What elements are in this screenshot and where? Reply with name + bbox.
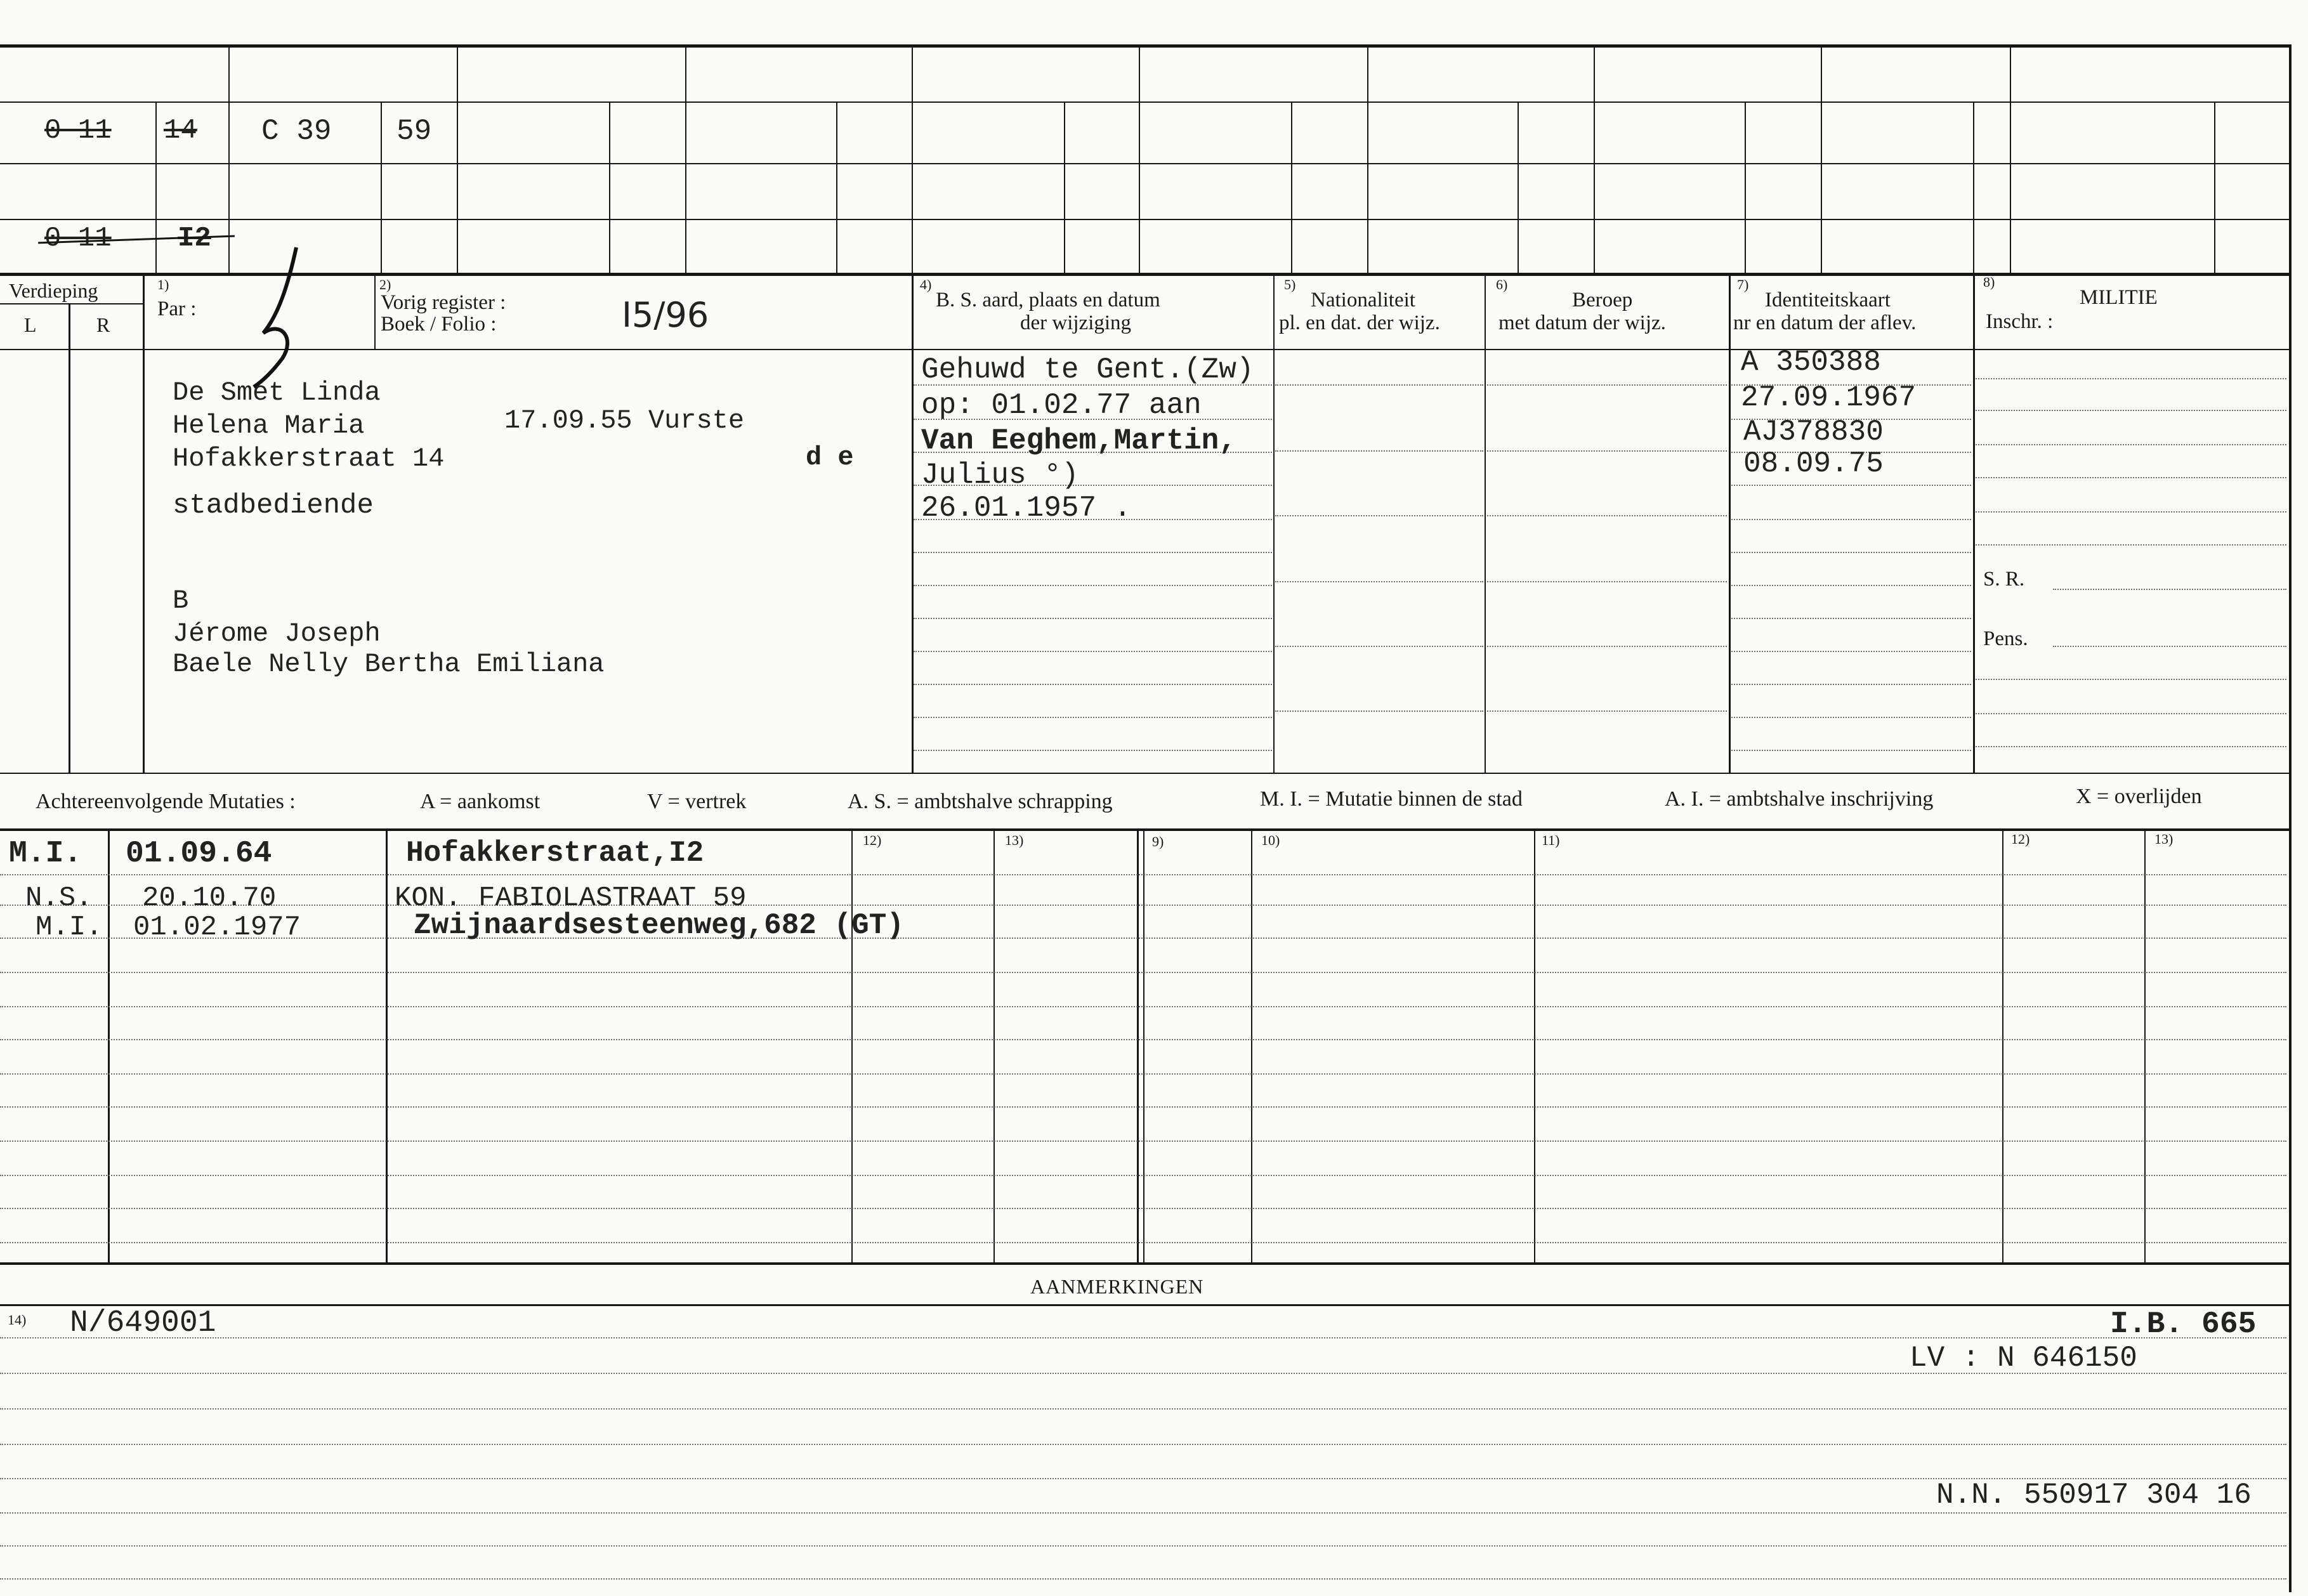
id-card-header-line2: nr en datum der aflev. — [1733, 311, 1917, 334]
column-number: 13) — [2154, 831, 2174, 847]
boek-folio-label: Boek / Folio : — [381, 313, 497, 336]
id-card-header-line1: Identiteitskaart — [1765, 289, 1891, 311]
remarks-nn: N.N. 550917 304 16 — [1936, 1479, 2252, 1512]
remarks-lv: LV : N 646150 — [1910, 1342, 2137, 1375]
person-name: De Smet Linda — [173, 377, 381, 408]
mutation-date: 01.09.64 — [126, 837, 272, 871]
register-cell: 0 11 — [44, 223, 112, 254]
id-card-line: 27.09.1967 — [1741, 381, 1917, 414]
column-number: 5) — [1284, 277, 1296, 292]
vorig-register-label: Vorig register : — [381, 291, 506, 314]
remarks-ib: I.B. 665 — [2110, 1307, 2257, 1342]
civil-status-line: op: 01.02.77 aan — [921, 389, 1202, 422]
inschr-label: Inschr. : — [1986, 310, 2054, 333]
sr-label: S. R. — [1983, 568, 2025, 591]
bs-header-line2: der wijziging — [1020, 311, 1132, 334]
par-label: Par : — [157, 298, 197, 320]
parents-label: B — [173, 585, 189, 616]
legend-item: A. I. = ambtshalve inschrijving — [1665, 787, 1934, 811]
column-number: 1) — [157, 277, 169, 292]
register-cell: 0 11 — [44, 115, 112, 147]
column-number: 13) — [1005, 832, 1024, 848]
legend-item: A. S. = ambtshalve schrapping — [848, 790, 1113, 813]
mutation-date: 20.10.70 — [142, 882, 277, 914]
mutation-address: KON. FABIOLASTRAAT 59 — [395, 882, 747, 914]
mutation-address: Hofakkerstraat,I2 — [406, 837, 704, 870]
profession-header-line2: met datum der wijz. — [1498, 311, 1666, 334]
register-cell: C 39 — [261, 115, 332, 148]
mutation-date: 01.02.1977 — [133, 912, 301, 943]
legend-title: Achtereenvolgende Mutaties : — [36, 790, 296, 813]
militie-header: MILITIE — [2080, 286, 2158, 309]
person-address: Hofakkerstraat 14 — [173, 443, 445, 474]
legend-item: X = overlijden — [2076, 785, 2202, 808]
handwritten-mark — [251, 244, 308, 390]
mutation-code: M.I. — [36, 912, 103, 943]
remarks-title: AANMERKINGEN — [1030, 1275, 1204, 1298]
nationality-header-line2: pl. en dat. der wijz. — [1279, 311, 1440, 334]
id-card-line: A 350388 — [1741, 346, 1881, 379]
legend-item: V = vertrek — [647, 790, 747, 813]
r-label: R — [96, 313, 110, 336]
column-number: 12) — [2011, 831, 2030, 847]
register-cell: I2 — [178, 223, 211, 254]
column-number: 2) — [379, 277, 391, 292]
person-birth: 17.09.55 Vurste — [504, 405, 745, 436]
remarks-line: N/649001 — [70, 1306, 216, 1340]
id-card-line: 08.09.75 — [1743, 447, 1884, 480]
profession-header-line1: Beroep — [1572, 289, 1633, 311]
column-number: 11) — [1542, 832, 1560, 848]
column-number: 10) — [1261, 832, 1280, 848]
column-number: 4) — [920, 277, 932, 292]
register-cell: 59 — [397, 115, 432, 148]
boek-folio-value: I5/96 — [622, 295, 709, 335]
l-label: L — [24, 313, 37, 336]
mother-name: Baele Nelly Bertha Emiliana — [173, 649, 605, 679]
column-number: 14) — [8, 1312, 27, 1328]
column-number: 6) — [1496, 277, 1508, 292]
mutation-code: M.I. — [9, 837, 82, 871]
register-cell: 14 — [164, 115, 197, 147]
person-given-names: Helena Maria — [173, 410, 365, 441]
mutation-address: Zwijnaardsesteenweg,682 (GT) — [414, 909, 904, 942]
person-mark: d e — [806, 442, 854, 473]
verdieping-label: Verdieping — [9, 279, 98, 302]
column-number: 9) — [1152, 834, 1164, 849]
column-number: 7) — [1737, 277, 1749, 292]
bs-header-line1: B. S. aard, plaats en datum — [936, 289, 1160, 311]
civil-status-line: Van Eeghem,Martin, — [921, 424, 1236, 457]
legend-item: M. I. = Mutatie binnen de stad — [1260, 787, 1523, 811]
column-number: 8) — [1983, 274, 1995, 290]
column-number: 12) — [863, 832, 882, 848]
pens-label: Pens. — [1983, 627, 2028, 650]
civil-status-line: 26.01.1957 . — [921, 492, 1132, 525]
civil-status-line: Gehuwd te Gent.(Zw) — [921, 353, 1254, 386]
person-occupation: stadbediende — [173, 490, 374, 521]
father-name: Jérome Joseph — [173, 618, 381, 649]
nationality-header-line1: Nationaliteit — [1311, 289, 1415, 311]
legend-item: A = aankomst — [420, 790, 541, 813]
civil-status-line: Julius °) — [921, 459, 1079, 492]
id-card-line: AJ378830 — [1743, 415, 1884, 448]
mutation-code: N.S. — [25, 882, 93, 914]
